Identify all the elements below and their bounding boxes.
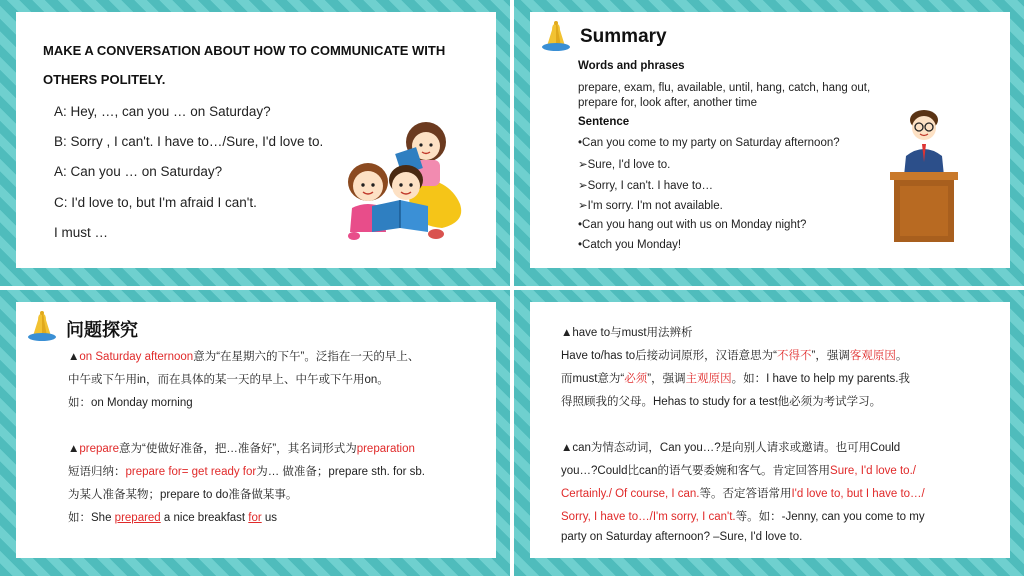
teacher-at-podium-illustration (886, 106, 962, 242)
note-line: Certainly./ Of course, I can.等。否定答语常用I'd love to, but I have to…/ (561, 488, 925, 500)
slide-card (16, 12, 496, 268)
note-line: 如：She prepared a nice breakfast for us (68, 512, 278, 524)
dialogue-line: B: Sorry , I can't. I have to…/Sure, I'd love to. (54, 134, 324, 149)
words-label: Words and phrases (578, 60, 685, 72)
summary-heading: Summary (580, 26, 667, 47)
dialogue-line: A: Hey, …, can you … on Saturday? (54, 104, 271, 119)
slide-summary (514, 0, 1024, 286)
dialogue-line: A: Can you … on Saturday? (54, 164, 223, 179)
slide-card (16, 302, 496, 558)
sentence-item: ➢I'm sorry. I'm not available. (578, 200, 723, 212)
sentence-item: •Can you hang out with us on Monday night? (578, 219, 807, 231)
bell-icon (25, 310, 59, 344)
note-line: 中午或下午用in，而在具体的某一天的早上、中午或下午用on。 (68, 374, 389, 386)
slide-card (530, 12, 1010, 268)
sentence-item: •Can you come to my party on Saturday afternoon? (578, 137, 840, 149)
slide-problem-inquiry (0, 290, 510, 576)
note-line: 如：on Monday morning (68, 397, 193, 409)
sentence-item: ➢Sorry, I can't. I have to… (578, 180, 713, 192)
slide-conversation (0, 0, 510, 286)
dialogue-line: C: I'd love to, but I'm afraid I can't. (54, 195, 257, 210)
note-line: 为某人准备某物；prepare to do准备做某事。 (68, 489, 298, 501)
bell-icon (539, 20, 573, 54)
conversation-title: MAKE A CONVERSATION ABOUT HOW TO COMMUNICATE WITH OTHERS POLITELY. (43, 43, 446, 87)
note-line: ▲prepare意为“使做好准备，把…准备好”，其名词形式为preparation (68, 443, 415, 455)
slide-usage-notes (514, 290, 1024, 576)
words-text: prepare, exam, flu, available, until, hang, catch, hang out, prepare for, look after, another time (578, 82, 871, 109)
note-line: ▲have to与must用法辨析 (561, 327, 693, 339)
note-line: Sorry, I have to…/I'm sorry, I can't.等。如：-Jenny, can you come to my (561, 511, 925, 523)
note-line: you…?Could比can的语气要委婉和客气。肯定回答用Sure, I'd love to./ (561, 465, 916, 477)
note-line: ▲can为情态动词，Can you…?是向别人请求或邀请。也可用Could (561, 442, 901, 454)
sentence-item: ➢Sure, I'd love to. (578, 159, 671, 171)
kids-reading-illustration (338, 116, 468, 246)
note-line: party on Saturday afternoon? –Sure, I'd love to. (561, 531, 803, 543)
note-line: Have to/has to后接动词原形，汉语意思为“不得不”，强调客观原因。 (561, 350, 908, 362)
slide-card (530, 302, 1010, 558)
note-line: 短语归纳：prepare for= get ready for为… 做准备；prepare sth. for sb. (68, 466, 425, 478)
inquiry-heading: 问题探究 (66, 320, 138, 340)
note-line: 得照顾我的父母。Hehas to study for a test他必须为考试学习。 (561, 396, 882, 408)
note-line: 而must意为“必须”，强调主观原因。如：I have to help my parents.我 (561, 373, 910, 385)
sentence-label: Sentence (578, 116, 630, 128)
note-line: ▲on Saturday afternoon意为“在星期六的下午”。泛指在一天的早上、 (68, 351, 420, 363)
dialogue-line: I must … (54, 225, 109, 240)
sentence-item: •Catch you Monday! (578, 239, 682, 251)
